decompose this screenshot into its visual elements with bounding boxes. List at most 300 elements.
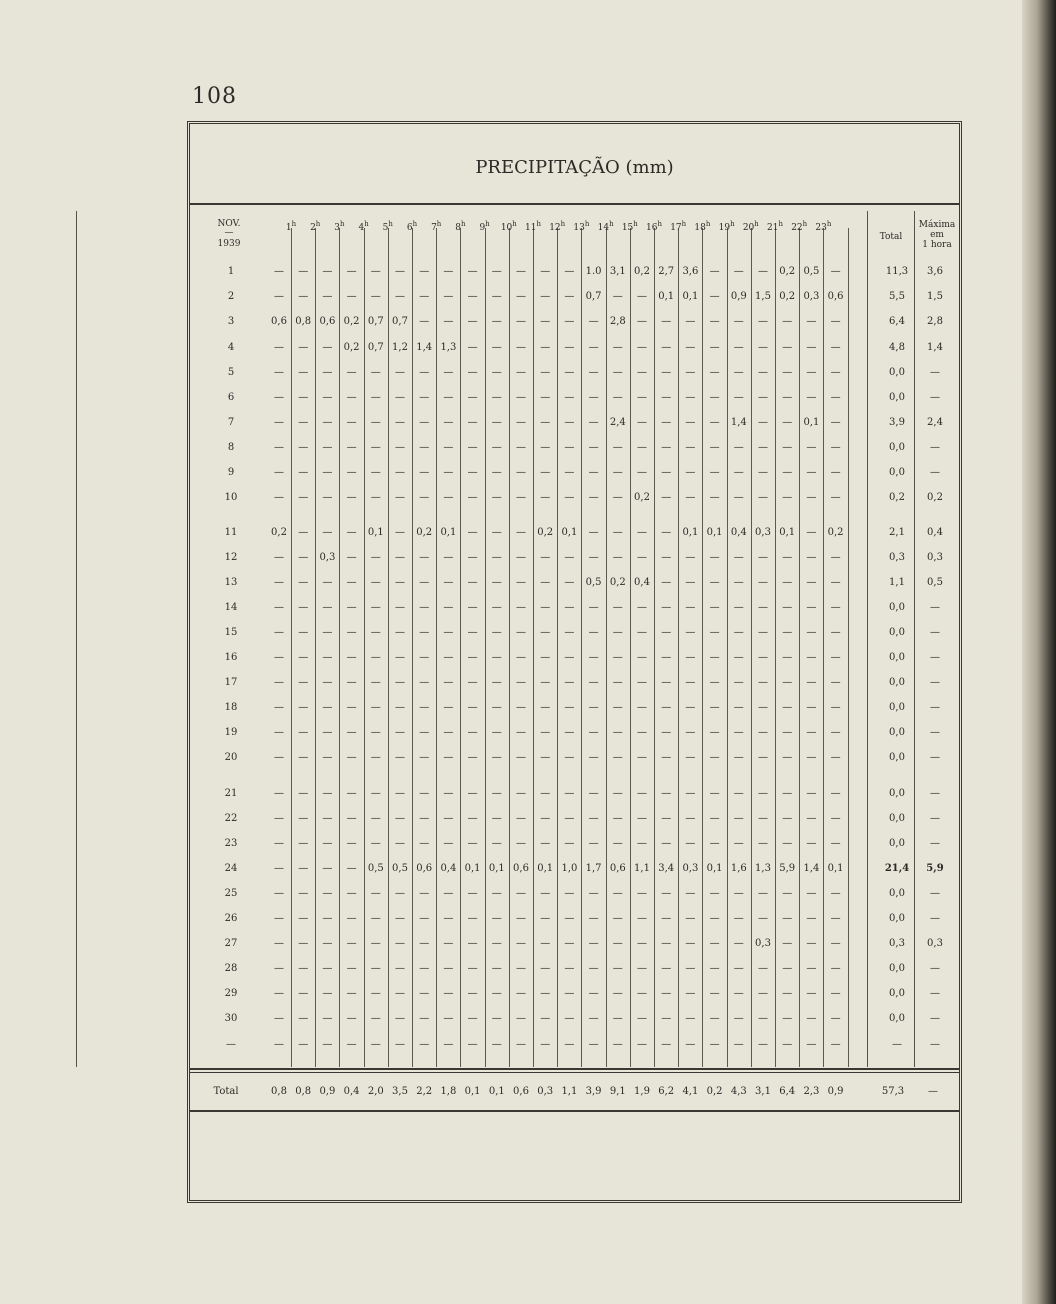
hourly-value: — bbox=[806, 963, 817, 974]
hourly-value: — bbox=[782, 602, 793, 613]
hourly-value: — bbox=[370, 492, 381, 503]
hourly-value: — bbox=[322, 442, 333, 453]
hourly-value: — bbox=[491, 392, 502, 403]
hourly-value: — bbox=[806, 367, 817, 378]
hourly-value: — bbox=[540, 467, 551, 478]
day-label: 5 bbox=[227, 367, 235, 378]
day-max-hour: — bbox=[930, 752, 940, 763]
day-total: 0,0 bbox=[889, 392, 905, 403]
day-total: 21,4 bbox=[884, 863, 910, 874]
hourly-total: 0,9 bbox=[319, 1086, 336, 1097]
hourly-value: — bbox=[370, 442, 381, 453]
hourly-value: — bbox=[661, 1039, 672, 1050]
hourly-value: — bbox=[516, 577, 526, 588]
hourly-total: 1,9 bbox=[634, 1086, 650, 1097]
day-total: 0,0 bbox=[889, 888, 905, 899]
day-max-hour: 1,5 bbox=[927, 291, 943, 302]
hourly-value: — bbox=[346, 627, 357, 638]
hourly-value: — bbox=[733, 938, 744, 949]
hourly-value: — bbox=[806, 988, 817, 999]
hourly-total: 0,9 bbox=[827, 1086, 844, 1097]
hour-column-rule bbox=[630, 228, 631, 1067]
hourly-value: — bbox=[467, 602, 478, 613]
hourly-value: 0,2 bbox=[416, 527, 433, 538]
hourly-value: 1,1 bbox=[634, 863, 650, 874]
hourly-value: — bbox=[661, 417, 672, 428]
hourly-value: 0,3 bbox=[319, 552, 336, 563]
hourly-value: — bbox=[685, 838, 696, 849]
day-max-hour: — bbox=[930, 652, 940, 663]
hourly-value: — bbox=[540, 392, 551, 403]
hour-header-number: 1 bbox=[285, 223, 292, 233]
hourly-value: — bbox=[830, 788, 841, 799]
hourly-value: — bbox=[758, 602, 768, 613]
hourly-value: — bbox=[419, 552, 430, 563]
hourly-value: — bbox=[298, 342, 309, 353]
hourly-value: — bbox=[298, 913, 309, 924]
hourly-value: — bbox=[370, 291, 381, 302]
hourly-value: — bbox=[709, 342, 720, 353]
hour-header bbox=[791, 218, 807, 234]
hourly-value: — bbox=[443, 752, 454, 763]
day-max-hour: 0,3 bbox=[927, 938, 943, 949]
hourly-value: — bbox=[298, 467, 309, 478]
hourly-value: — bbox=[395, 938, 405, 949]
hourly-value: — bbox=[758, 1013, 768, 1024]
hourly-value: — bbox=[830, 577, 841, 588]
hourly-value: — bbox=[491, 913, 502, 924]
hourly-value: — bbox=[782, 888, 793, 899]
hourly-value: — bbox=[322, 838, 333, 849]
hourly-value: — bbox=[564, 367, 575, 378]
hourly-value: — bbox=[637, 417, 647, 428]
day-total: 0,0 bbox=[889, 677, 905, 688]
hourly-value: — bbox=[637, 367, 647, 378]
hourly-value: — bbox=[540, 838, 551, 849]
hourly-value: — bbox=[709, 752, 720, 763]
hourly-value: — bbox=[274, 727, 284, 738]
hourly-value: — bbox=[467, 467, 478, 478]
hourly-value: — bbox=[419, 627, 430, 638]
hourly-value: — bbox=[516, 627, 526, 638]
hourly-value: 0,5 bbox=[803, 266, 820, 277]
hourly-value: — bbox=[782, 552, 793, 563]
hour-header bbox=[573, 218, 589, 234]
hourly-value: — bbox=[322, 727, 333, 738]
hourly-value: — bbox=[758, 1039, 768, 1050]
hourly-value: — bbox=[782, 627, 793, 638]
hourly-value: — bbox=[516, 552, 526, 563]
day-max-hour: 0,4 bbox=[927, 527, 943, 538]
hourly-value: — bbox=[782, 727, 793, 738]
hourly-value: — bbox=[588, 602, 599, 613]
hour-header-number: 10 bbox=[500, 223, 513, 233]
hourly-value: — bbox=[491, 316, 502, 327]
hour-header-number: 16 bbox=[646, 223, 658, 233]
hourly-value: — bbox=[370, 602, 381, 613]
hourly-value: — bbox=[685, 316, 696, 327]
hourly-total: 3,5 bbox=[392, 1086, 408, 1097]
hourly-value: — bbox=[346, 1039, 357, 1050]
hourly-value: — bbox=[661, 316, 672, 327]
hourly-total: 0,6 bbox=[513, 1086, 529, 1097]
hourly-value: — bbox=[419, 602, 430, 613]
hourly-value: — bbox=[540, 988, 551, 999]
hourly-value: — bbox=[467, 988, 478, 999]
hourly-value: 0,2 bbox=[271, 527, 287, 538]
hourly-value: — bbox=[709, 838, 720, 849]
hourly-value: — bbox=[612, 442, 623, 453]
hourly-value: — bbox=[685, 342, 696, 353]
hourly-value: — bbox=[564, 677, 575, 688]
hourly-value: — bbox=[709, 727, 720, 738]
hourly-value: — bbox=[491, 367, 502, 378]
hourly-value: — bbox=[516, 527, 526, 538]
hourly-value: 0,5 bbox=[367, 863, 384, 874]
hour-column-rule bbox=[557, 228, 558, 1067]
hourly-value: — bbox=[709, 888, 720, 899]
hourly-value: — bbox=[298, 602, 309, 613]
hourly-value: 5,9 bbox=[779, 863, 796, 874]
hourly-value: — bbox=[637, 677, 647, 688]
hourly-value: — bbox=[588, 963, 599, 974]
hourly-value: — bbox=[346, 467, 357, 478]
hourly-value: — bbox=[709, 963, 720, 974]
hourly-value: — bbox=[467, 938, 478, 949]
hourly-value: — bbox=[806, 1039, 817, 1050]
hourly-value: — bbox=[782, 988, 793, 999]
hourly-value: — bbox=[830, 888, 841, 899]
hourly-value: — bbox=[540, 652, 551, 663]
hourly-value: — bbox=[298, 788, 309, 799]
hourly-value: — bbox=[491, 492, 502, 503]
hourly-value: — bbox=[830, 727, 841, 738]
day-max-hour: — bbox=[930, 367, 940, 378]
hourly-value: — bbox=[298, 988, 309, 999]
hourly-value: — bbox=[612, 702, 623, 713]
hourly-value: — bbox=[443, 988, 454, 999]
hourly-value: — bbox=[685, 417, 696, 428]
hourly-value: — bbox=[830, 602, 841, 613]
hourly-value: — bbox=[661, 888, 672, 899]
day-total: 0,3 bbox=[889, 938, 905, 949]
hourly-value: — bbox=[467, 527, 478, 538]
hourly-value: — bbox=[346, 702, 357, 713]
hourly-value: — bbox=[588, 367, 599, 378]
hourly-value: — bbox=[322, 417, 333, 428]
day-label: 10 bbox=[224, 492, 238, 503]
hourly-value: — bbox=[467, 492, 478, 503]
hour-header bbox=[501, 218, 517, 234]
hourly-value: — bbox=[395, 963, 405, 974]
hourly-value: — bbox=[322, 863, 333, 874]
hourly-value: 0,1 bbox=[367, 527, 384, 538]
hourly-value: — bbox=[491, 988, 502, 999]
hourly-value: 0,1 bbox=[658, 291, 675, 302]
hourly-value: — bbox=[298, 702, 309, 713]
hourly-value: — bbox=[516, 602, 526, 613]
hourly-value: — bbox=[346, 788, 357, 799]
hourly-value: — bbox=[491, 342, 502, 353]
hour-header-number: 3 bbox=[334, 223, 340, 233]
hourly-value: — bbox=[395, 552, 405, 563]
hourly-value: — bbox=[685, 963, 696, 974]
day-label: 7 bbox=[227, 417, 235, 428]
hourly-value: — bbox=[661, 988, 672, 999]
hourly-value: — bbox=[298, 527, 309, 538]
hourly-value: — bbox=[782, 316, 793, 327]
day-label: 23 bbox=[224, 838, 238, 849]
hourly-value: — bbox=[733, 813, 744, 824]
hourly-value: — bbox=[806, 938, 817, 949]
hourly-value: — bbox=[733, 652, 744, 663]
hourly-value: — bbox=[274, 342, 284, 353]
hourly-value: — bbox=[733, 702, 744, 713]
hour-column-rule bbox=[799, 228, 800, 1067]
hourly-value: 1,4 bbox=[416, 342, 433, 353]
hourly-value: — bbox=[274, 702, 284, 713]
day-label: 19 bbox=[224, 727, 238, 738]
hourly-value: — bbox=[443, 913, 454, 924]
hourly-total: 0,3 bbox=[537, 1086, 554, 1097]
hourly-value: — bbox=[685, 577, 696, 588]
hourly-value: — bbox=[661, 467, 672, 478]
hourly-value: — bbox=[661, 727, 672, 738]
hourly-value: — bbox=[637, 342, 647, 353]
day-total: 0,0 bbox=[889, 627, 905, 638]
hourly-value: — bbox=[370, 577, 381, 588]
hourly-value: — bbox=[588, 392, 599, 403]
hourly-value: — bbox=[637, 652, 647, 663]
day-max-hour: — bbox=[930, 788, 940, 799]
hourly-value: — bbox=[443, 467, 454, 478]
day-label: 26 bbox=[224, 913, 238, 924]
hourly-value: 3,4 bbox=[658, 863, 675, 874]
hour-header-suffix: h bbox=[633, 220, 638, 228]
hour-header-suffix: h bbox=[536, 220, 541, 228]
hourly-value: 0,3 bbox=[803, 291, 820, 302]
hourly-value: — bbox=[612, 392, 623, 403]
page-edge-shadow bbox=[1022, 0, 1056, 1304]
hour-header-number: 20 bbox=[742, 223, 755, 233]
hourly-value: — bbox=[322, 367, 333, 378]
hourly-value: — bbox=[395, 367, 405, 378]
hourly-value: — bbox=[467, 442, 478, 453]
day-max-hour: — bbox=[930, 988, 940, 999]
hourly-value: — bbox=[467, 291, 478, 302]
hourly-value: — bbox=[733, 467, 744, 478]
hourly-value: 0,1 bbox=[561, 527, 578, 538]
hourly-value: — bbox=[274, 888, 284, 899]
hourly-value: — bbox=[274, 813, 284, 824]
hourly-value: — bbox=[782, 342, 793, 353]
hourly-value: — bbox=[395, 602, 405, 613]
hourly-value: — bbox=[782, 702, 793, 713]
hour-column-rule bbox=[485, 228, 486, 1067]
hourly-value: — bbox=[758, 888, 768, 899]
hourly-value: — bbox=[274, 963, 284, 974]
day-label: 3 bbox=[227, 316, 235, 327]
hourly-value: — bbox=[758, 702, 768, 713]
hourly-total: 1,1 bbox=[561, 1086, 578, 1097]
day-max-hour: 1,4 bbox=[927, 342, 943, 353]
hour-header-suffix: h bbox=[364, 220, 369, 228]
hourly-value: — bbox=[685, 492, 696, 503]
hourly-value: — bbox=[491, 1013, 502, 1024]
day-label: 12 bbox=[224, 552, 238, 563]
hour-header bbox=[598, 218, 614, 234]
hourly-value: — bbox=[540, 752, 551, 763]
day-total: 2,1 bbox=[889, 527, 905, 538]
hourly-value: 0,1 bbox=[464, 863, 481, 874]
hourly-value: — bbox=[806, 527, 817, 538]
hourly-value: — bbox=[443, 442, 454, 453]
hour-column-rule bbox=[364, 228, 365, 1067]
hourly-value: — bbox=[346, 677, 357, 688]
hourly-value: — bbox=[588, 702, 599, 713]
hourly-value: — bbox=[395, 627, 405, 638]
hourly-value: — bbox=[346, 652, 357, 663]
day-max-hour: — bbox=[930, 627, 940, 638]
hourly-value: — bbox=[370, 838, 381, 849]
hourly-total: 9,1 bbox=[609, 1086, 626, 1097]
hourly-value: — bbox=[274, 652, 284, 663]
hourly-value: 0,6 bbox=[271, 316, 287, 327]
hour-column-rule bbox=[606, 228, 607, 1067]
hourly-value: — bbox=[467, 838, 478, 849]
hourly-value: — bbox=[685, 702, 696, 713]
hourly-value: — bbox=[637, 727, 647, 738]
hourly-value: — bbox=[806, 392, 817, 403]
hourly-value: — bbox=[419, 291, 430, 302]
hour-column-rule bbox=[436, 228, 437, 1067]
hourly-value: — bbox=[612, 342, 623, 353]
hourly-value: — bbox=[274, 392, 284, 403]
hourly-value: — bbox=[637, 988, 647, 999]
day-max-hour: — bbox=[930, 702, 940, 713]
hourly-value: — bbox=[709, 492, 720, 503]
hourly-value: 0,2 bbox=[827, 527, 844, 538]
hourly-value: — bbox=[758, 392, 768, 403]
hourly-value: — bbox=[661, 602, 672, 613]
hourly-value: — bbox=[612, 788, 623, 799]
hourly-total: 1,8 bbox=[440, 1086, 457, 1097]
day-label: 2 bbox=[227, 291, 235, 302]
hourly-value: — bbox=[540, 291, 551, 302]
hourly-value: — bbox=[733, 1039, 744, 1050]
hourly-value: 0,4 bbox=[634, 577, 650, 588]
hourly-total: 0,1 bbox=[464, 1086, 481, 1097]
hourly-value: — bbox=[346, 367, 357, 378]
hourly-value: — bbox=[637, 788, 647, 799]
hourly-value: — bbox=[395, 888, 405, 899]
hour-header-number: 21 bbox=[767, 223, 779, 233]
hourly-value: — bbox=[806, 316, 817, 327]
hourly-value: — bbox=[685, 913, 696, 924]
hourly-value: — bbox=[612, 938, 623, 949]
hourly-value: — bbox=[491, 888, 502, 899]
day-total: 0,0 bbox=[889, 838, 905, 849]
hourly-value: — bbox=[564, 752, 575, 763]
hourly-value: — bbox=[443, 813, 454, 824]
hourly-value: — bbox=[564, 291, 575, 302]
hourly-value: — bbox=[806, 552, 817, 563]
hourly-value: — bbox=[274, 838, 284, 849]
hourly-value: — bbox=[322, 291, 333, 302]
day-max-hour: — bbox=[930, 1039, 940, 1050]
hour-column-rule bbox=[315, 228, 316, 1067]
hourly-value: — bbox=[395, 442, 405, 453]
hourly-value: — bbox=[322, 888, 333, 899]
hourly-value: — bbox=[564, 913, 575, 924]
hourly-value: — bbox=[806, 342, 817, 353]
hourly-value: — bbox=[564, 442, 575, 453]
day-label: 20 bbox=[224, 752, 238, 763]
hourly-value: 0,3 bbox=[682, 863, 699, 874]
hourly-value: — bbox=[322, 602, 333, 613]
hourly-value: — bbox=[419, 938, 430, 949]
hourly-value: — bbox=[806, 702, 817, 713]
hourly-value: — bbox=[516, 291, 526, 302]
hour-header-number: 4 bbox=[358, 223, 365, 233]
hourly-value: — bbox=[612, 888, 623, 899]
day-max-hour: — bbox=[930, 838, 940, 849]
hour-header-number: 6 bbox=[406, 223, 413, 233]
hourly-value: — bbox=[685, 367, 696, 378]
hourly-value: — bbox=[298, 677, 309, 688]
hourly-value: — bbox=[588, 467, 599, 478]
hourly-value: — bbox=[467, 627, 478, 638]
hourly-value: — bbox=[346, 266, 357, 277]
hourly-value: — bbox=[540, 888, 551, 899]
day-max-hour: — bbox=[930, 1013, 940, 1024]
hourly-value: — bbox=[346, 1013, 357, 1024]
hourly-value: — bbox=[637, 1039, 647, 1050]
hourly-value: — bbox=[685, 627, 696, 638]
hourly-value: — bbox=[395, 838, 405, 849]
hourly-value: — bbox=[733, 752, 744, 763]
hourly-value: — bbox=[588, 813, 599, 824]
hourly-value: — bbox=[637, 527, 647, 538]
hourly-value: — bbox=[516, 838, 526, 849]
day-total: 4,8 bbox=[889, 342, 905, 353]
hourly-value: — bbox=[685, 938, 696, 949]
hourly-value: — bbox=[491, 788, 502, 799]
day-label: 28 bbox=[224, 963, 238, 974]
hourly-value: — bbox=[806, 652, 817, 663]
hourly-value: 0,8 bbox=[295, 316, 312, 327]
hourly-value: — bbox=[637, 963, 647, 974]
hourly-value: 0,7 bbox=[392, 316, 408, 327]
hourly-value: — bbox=[322, 492, 333, 503]
day-total: 0,0 bbox=[889, 913, 905, 924]
hourly-value: — bbox=[709, 552, 720, 563]
hourly-value: — bbox=[709, 988, 720, 999]
hourly-value: — bbox=[782, 677, 793, 688]
hourly-value: — bbox=[298, 888, 309, 899]
hourly-value: 1,3 bbox=[440, 342, 457, 353]
hourly-value: — bbox=[516, 367, 526, 378]
hourly-value: — bbox=[322, 266, 333, 277]
hourly-value: — bbox=[491, 813, 502, 824]
hourly-value: — bbox=[685, 813, 696, 824]
hourly-value: — bbox=[540, 442, 551, 453]
hourly-value: — bbox=[419, 1039, 430, 1050]
hourly-value: — bbox=[274, 863, 284, 874]
hourly-value: — bbox=[370, 988, 381, 999]
hourly-value: — bbox=[491, 677, 502, 688]
hourly-value: — bbox=[516, 702, 526, 713]
